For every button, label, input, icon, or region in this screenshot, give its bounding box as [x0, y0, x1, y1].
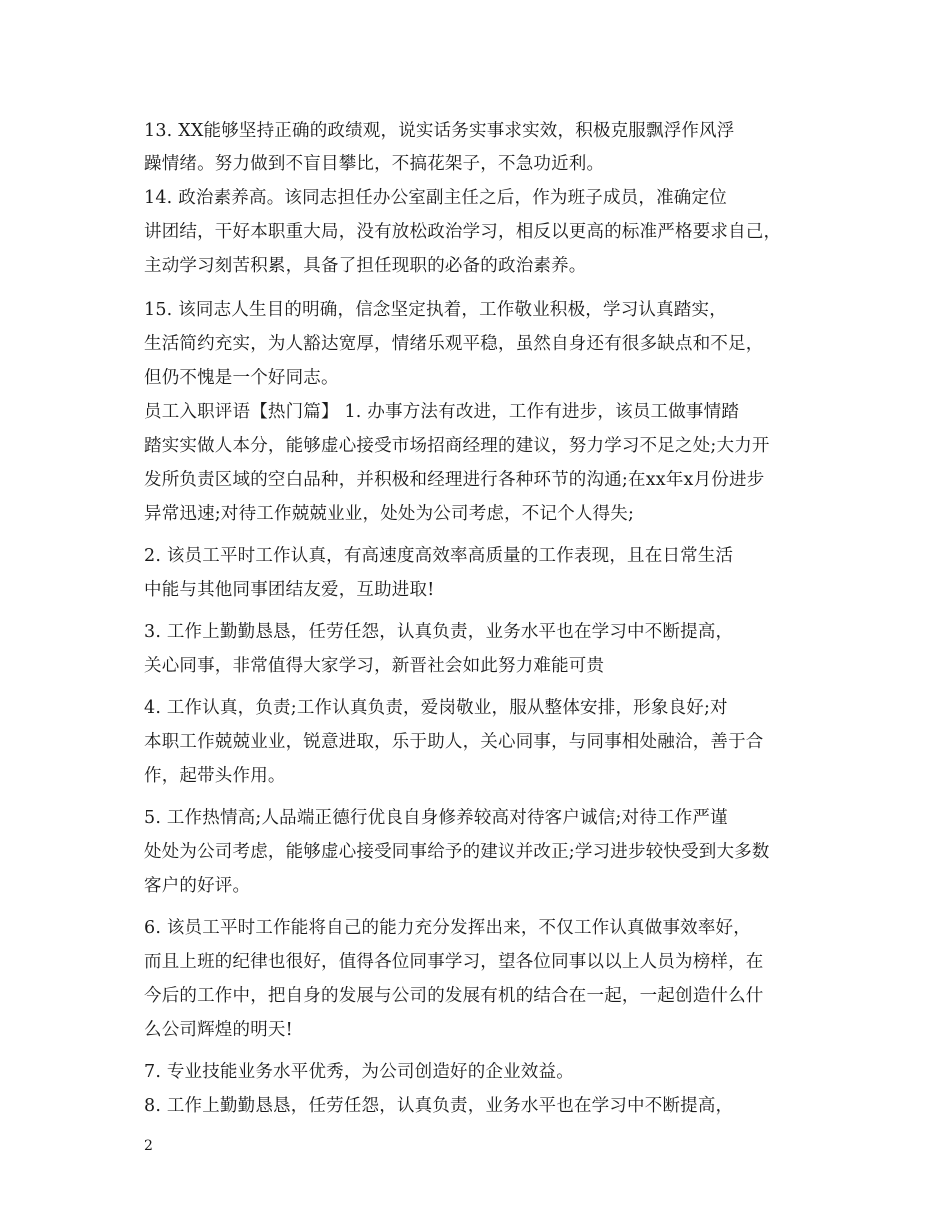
page-number: 2 — [144, 1138, 153, 1154]
text-line: 异常迅速;对待工作兢兢业业，处处为公司考虑，不记个人得失; — [144, 504, 635, 524]
text-line: 讲团结，干好本职重大局，没有放松政治学习，相反以更高的标准严格要求自己， — [144, 222, 782, 242]
text-line: 踏实实做人本分，能够虚心接受市场招商经理的建议，努力学习不足之处;大力开 — [144, 436, 770, 456]
text-line: 6. 该员工平时工作能将自己的能力充分发挥出来，不仅工作认真做事效率好， — [144, 918, 751, 938]
text-line: 3. 工作上勤勤恳恳，任劳任怨，认真负责，业务水平也在学习中不断提高， — [144, 622, 734, 642]
text-line: 躁情绪。努力做到不盲目攀比，不搞花架子，不急功近利。 — [144, 154, 605, 174]
text-line: 2. 该员工平时工作认真，有高速度高效率高质量的工作表现，且在日常生活 — [144, 546, 734, 566]
text-line: 本职工作兢兢业业，锐意进取，乐于助人，关心同事，与同事相处融洽，善于合 — [144, 732, 764, 752]
text-line: 5. 工作热情高;人品端正德行优良自身修养较高对待客户诚信;对待工作严谨 — [144, 808, 728, 828]
text-line: 员工入职评语【热门篇】 1. 办事方法有改进，工作有进步，该员工做事情踏 — [144, 402, 740, 422]
text-line: 13. XX能够坚持正确的政绩观，说实话务实事求实效，积极克服飘浮作风浮 — [144, 121, 735, 141]
text-line: 今后的工作中，把自身的发展与公司的发展有机的结合在一起，一起创造什么什 — [144, 986, 764, 1006]
text-line: 7. 专业技能业务水平优秀，为公司创造好的企业效益。 — [144, 1062, 574, 1082]
text-line: 而且上班的纪律也很好，值得各位同事学习，望各位同事以以上人员为榜样，在 — [144, 952, 764, 972]
text-line: 客户的好评。 — [144, 876, 251, 896]
text-line: 生活简约充实，为人豁达宽厚，情绪乐观平稳，虽然自身还有很多缺点和不足， — [144, 334, 764, 354]
text-line: 发所负责区域的空白品种，并积极和经理进行各种环节的沟通;在xx年x月份进步 — [144, 470, 765, 490]
text-line: 作，起带头作用。 — [144, 766, 286, 786]
text-line: 4. 工作认真，负责;工作认真负责，爱岗敬业，服从整体安排，形象良好;对 — [144, 698, 728, 718]
text-line: 么公司辉煌的明天! — [144, 1020, 293, 1040]
text-line: 关心同事，非常值得大家学习，新晋社会如此努力难能可贵 — [144, 656, 605, 676]
text-line: 处处为公司考虑，能够虚心接受同事给予的建议并改正;学习进步较快受到大多数 — [144, 842, 770, 862]
text-line: 15. 该同志人生目的明确，信念坚定执着，工作敬业积极，学习认真踏实， — [144, 300, 727, 320]
text-line: 8. 工作上勤勤恳恳，任劳任怨，认真负责，业务水平也在学习中不断提高， — [144, 1096, 734, 1116]
text-line: 中能与其他同事团结友爱，互助进取! — [144, 580, 435, 600]
text-line: 但仍不愧是一个好同志。 — [144, 368, 339, 388]
text-line: 14. 政治素养高。该同志担任办公室副主任之后，作为班子成员，准确定位 — [144, 188, 727, 208]
text-line: 主动学习刻苦积累，具备了担任现职的必备的政治素养。 — [144, 256, 587, 276]
